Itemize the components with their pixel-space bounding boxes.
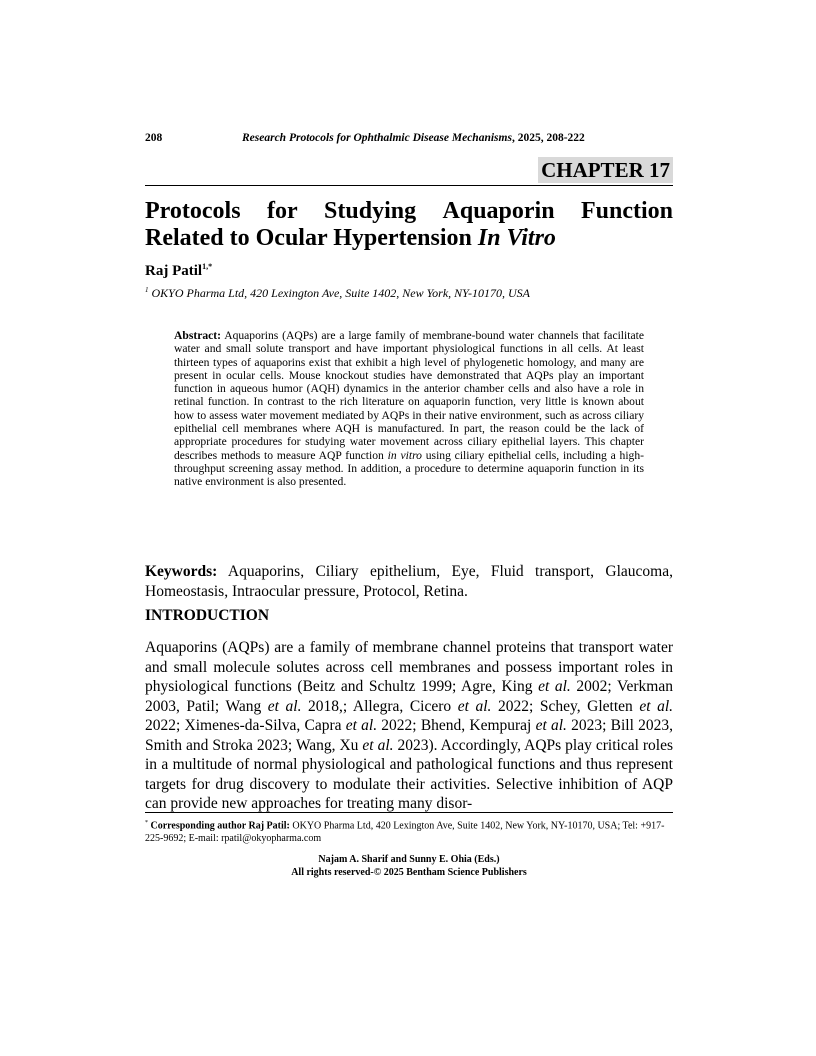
publisher-footer: [145, 854, 673, 879]
keywords-label: Keywords:: [145, 563, 218, 580]
introduction-heading: INTRODUCTION: [145, 607, 270, 624]
keywords: [145, 562, 673, 601]
author-name: Raj Patil: [145, 263, 203, 279]
title-line-2: [145, 225, 673, 252]
intro-segment: 2018,; Allegra, Cicero: [301, 697, 458, 715]
chapter-title: [145, 198, 673, 252]
chapter-banner: [145, 157, 673, 186]
title-word: for: [266, 198, 298, 224]
abstract-text: Aquaporins (AQPs) are a large family of membrane-bound water channels that facilitate water and small solute transport and have important physiological functions in all cells. At least thirteen types of aquaporins exist that exhibit a high level of phylogenetic homology, and many are present in ocular cells. Mouse knockout studies have demonstrated that AQPs play an important function in aqueous humor (AQH) dynamics in the anterior chamber cells and also have a role in retinal function. In contrast to the rich literature on aquaporin function, very little is known about how to assess water movement mediated by AQPs in their native environment, such as across ciliary epithelial cell membranes where AQH is manufactured. In part, the reason could be the lack of appropriate procedures for studying water movement across ciliary epithelial layers. This chapter describes methods to measure AQP function: [174, 329, 644, 462]
intro-segment-italic: et al.: [267, 697, 302, 715]
title-word: Studying: [324, 198, 417, 224]
intro-segment: 2022; Bhend, Kempuraj: [377, 717, 536, 734]
intro-segment-italic: et al.: [362, 736, 394, 754]
journal-name: Research Protocols for Ophthalmic Disease Mechanisms: [242, 132, 512, 144]
author-superscript: 1,*: [202, 262, 213, 271]
intro-segment: 2023; Bill 2023, Smith and Stroka 2023; Wang, Xu: [145, 717, 673, 754]
intro-segment: 2002; Verkman 2003, Patil; Wang: [145, 678, 673, 715]
abstract-label: Abstract:: [174, 329, 222, 342]
intro-segment: 2022; Schey, Gletten: [491, 697, 640, 715]
title-word: Protocols: [145, 198, 241, 224]
affiliation-superscript: 1: [145, 286, 149, 294]
title-line-2-main: Related to Ocular Hypertension: [145, 225, 478, 251]
intro-segment-italic: et al.: [345, 717, 378, 734]
title-word: Function: [580, 198, 673, 224]
abstract-italic: in vitro: [387, 448, 422, 462]
author: [145, 262, 212, 280]
title-line-1: [145, 198, 673, 225]
title-line-2-italic: In Vitro: [477, 225, 556, 251]
footnote-text: OKYO Pharma Ltd, 420 Lexington Ave, Suite 1402, New York, NY-10170, USA; Tel: +917-225-9692; E-mail: rpatil@okyopharma.com: [145, 820, 665, 844]
footnote-label: Corresponding author Raj Patil:: [148, 820, 290, 832]
footnote-star: *: [145, 820, 148, 826]
intro-segment: Aquaporins (AQPs) are a family of membrane channel proteins that transport water and small molecule solutes across cell membranes and possess important roles in physiological functions (Beitz and Schultz 1999; Agre, King: [145, 639, 673, 695]
affiliation-text: OKYO Pharma Ltd, 420 Lexington Ave, Suite 1402, New York, NY-10170, USA: [148, 286, 530, 300]
rights-line: All rights reserved-© 2025 Bentham Science Publishers: [291, 866, 527, 878]
introduction-paragraph: [145, 638, 673, 814]
footnote-divider: [145, 812, 673, 813]
intro-segment-italic: et al.: [639, 697, 674, 715]
intro-segment: 2022; Ximenes-da-Silva, Capra: [145, 717, 346, 734]
affiliation: [145, 286, 530, 301]
intro-segment-italic: et al.: [535, 717, 567, 734]
editors-line: Najam A. Sharif and Sunny E. Ohia (Eds.): [318, 854, 500, 865]
intro-segment-italic: et al.: [457, 697, 492, 715]
chapter-label: CHAPTER 17: [538, 157, 673, 183]
journal-citation: [242, 132, 585, 144]
footnote: [145, 817, 673, 845]
abstract-text-end: using ciliary epithelial cells, including a high-throughput screening assay method. In addition, a procedure to determine aquaporin function in its native environment is also presented.: [174, 448, 645, 489]
page-number: 208: [145, 132, 163, 144]
keywords-text: Aquaporins, Ciliary epithelium, Eye, Fluid transport, Glaucoma, Homeostasis, Intraocular pressure, Protocol, Retina.: [145, 563, 673, 600]
abstract: [174, 329, 644, 489]
intro-segment: 2023). Accordingly, AQPs play critical roles in a multitude of normal physiological and pathological functions and thus represent targets for drug discovery to modulate their activities. Selective inhibition of AQP can provide new approaches for treating many disor-: [145, 736, 673, 812]
intro-segment-italic: et al.: [538, 678, 571, 695]
journal-years-pages: , 2025, 208-222: [511, 132, 585, 144]
title-word: Aquaporin: [442, 198, 555, 224]
running-head: [145, 132, 673, 148]
